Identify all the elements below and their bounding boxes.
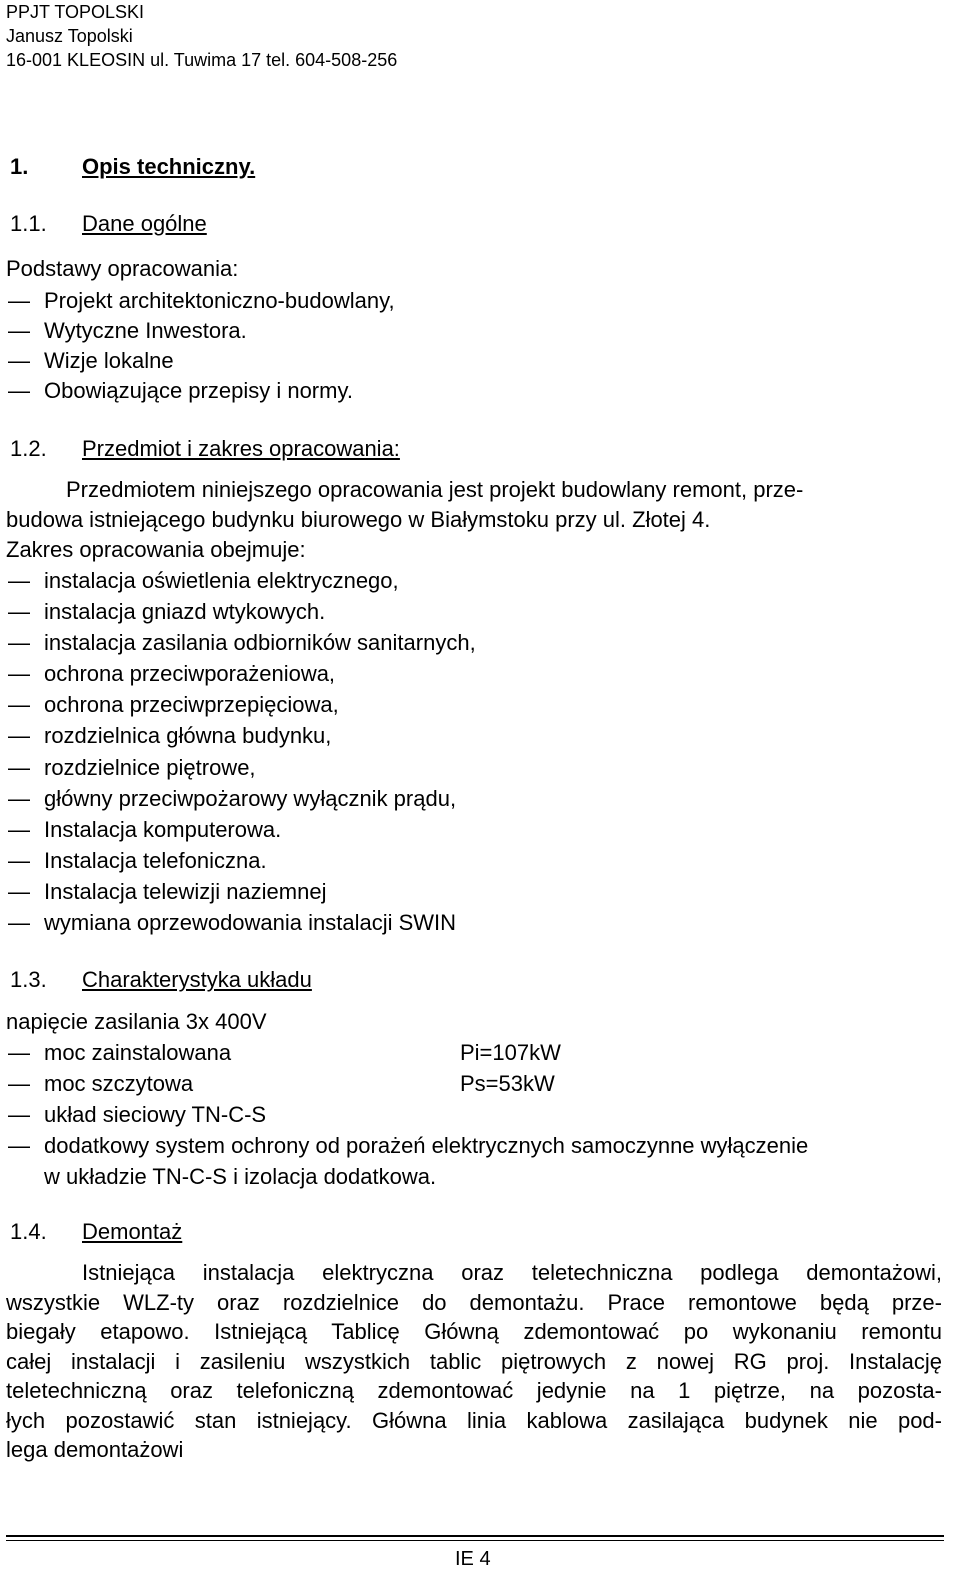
peak-power-label: moc szczytowa — [44, 1071, 194, 1096]
company-name: PPJT TOPOLSKI — [6, 2, 145, 22]
scope-item: rozdzielnica główna budynku, — [44, 723, 332, 748]
section-1-3-heading — [10, 967, 312, 993]
section-title: Dane ogólne — [82, 211, 207, 236]
dash-bullet: — — [8, 817, 30, 842]
company-address: 16-001 KLEOSIN ul. Tuwima 17 tel. 604-508-256 — [6, 50, 398, 70]
installed-power-value: Pi=107kW — [460, 1040, 561, 1065]
section-title: Charakterystyka układu — [82, 967, 312, 992]
protection-line: dodatkowy system ochrony od porażeń elektrycznych samoczynne wyłączenie — [44, 1133, 809, 1158]
protection-line: w układzie TN-C-S i izolacja dodatkowa. — [44, 1164, 437, 1189]
section-title: Przedmiot i zakres opracowania: — [82, 436, 400, 461]
peak-power-value: Ps=53kW — [460, 1071, 555, 1096]
paragraph-line: całej instalacji i zasileniu wszystkich tablic piętrowych z nowej RG proj. Instalację — [6, 1348, 942, 1374]
network-system: układ sieciowy TN-C-S — [44, 1102, 267, 1127]
section-number: 1.3. — [10, 967, 47, 992]
scope-item: wymiana oprzewodowania instalacji SWIN — [44, 910, 457, 935]
footer-rule — [6, 1535, 944, 1537]
dash-bullet: — — [8, 378, 30, 403]
basis-intro: Podstawy opracowania: — [6, 256, 239, 281]
dash-bullet: — — [8, 786, 30, 811]
dash-bullet: — — [8, 599, 30, 624]
section-number: 1.1. — [10, 211, 47, 236]
supply-voltage: napięcie zasilania 3x 400V — [6, 1009, 267, 1034]
section-number: 1.4. — [10, 1219, 47, 1244]
dash-bullet: — — [8, 318, 30, 343]
dash-bullet: — — [8, 723, 30, 748]
paragraph-line: teletechniczną oraz telefoniczną zdemontować jedynie na 1 piętrze, na pozosta- — [6, 1378, 942, 1403]
dash-bullet: — — [8, 1040, 30, 1065]
paragraph-line: lega demontażowi — [6, 1437, 184, 1462]
scope-item: instalacja gniazd wtykowych. — [44, 599, 326, 624]
subject-paragraph-line: Przedmiotem niniejszego opracowania jest projekt budowlany remont, prze- — [66, 477, 804, 502]
chapter-number: 1. — [10, 154, 29, 179]
company-owner: Janusz Topolski — [6, 26, 133, 46]
dash-bullet: — — [8, 910, 30, 935]
basis-item: Wizje lokalne — [44, 348, 174, 373]
demolition-paragraph — [6, 1258, 942, 1465]
section-1-2-heading — [10, 436, 400, 462]
basis-item: Wytyczne Inwestora. — [44, 318, 247, 343]
basis-item: Projekt architektoniczno-budowlany, — [44, 288, 395, 313]
dash-bullet: — — [8, 848, 30, 873]
scope-item: instalacja zasilania odbiorników sanitarnych, — [44, 630, 476, 655]
chapter-title: Opis techniczny. — [82, 154, 256, 179]
dash-bullet: — — [8, 568, 30, 593]
chapter-heading — [10, 154, 255, 180]
scope-item: Instalacja telewizji naziemnej — [44, 879, 327, 904]
section-title: Demontaż — [82, 1219, 183, 1244]
scope-intro: Zakres opracowania obejmuje: — [6, 537, 306, 562]
scope-item: instalacja oświetlenia elektrycznego, — [44, 568, 399, 593]
installed-power-label: moc zainstalowana — [44, 1040, 232, 1065]
dash-bullet: — — [8, 348, 30, 373]
paragraph-line: łych pozostawić stan istniejący. Główna linia kablowa zasilająca budynek nie pod- — [6, 1407, 942, 1433]
scope-item: Instalacja komputerowa. — [44, 817, 282, 842]
scope-item: rozdzielnice piętrowe, — [44, 755, 256, 780]
subject-paragraph-line: budowa istniejącego budynku biurowego w Białymstoku przy ul. Złotej 4. — [6, 507, 711, 532]
dash-bullet: — — [8, 1102, 30, 1127]
page-label: IE 4 — [455, 1548, 491, 1570]
section-number: 1.2. — [10, 436, 47, 461]
paragraph-line: wszystkie WLZ-ty oraz rozdzielnice do demontażu. Prace remontowe będą prze- — [6, 1289, 942, 1315]
section-1-4-heading — [10, 1219, 182, 1245]
paragraph-line: biegały etapowo. Istniejącą Tablicę Główną zdemontować po wykonaniu remontu — [6, 1319, 942, 1344]
dash-bullet: — — [8, 1071, 30, 1096]
footer-rule-thin — [6, 1540, 944, 1541]
dash-bullet: — — [8, 755, 30, 780]
section-1-1-heading — [10, 211, 207, 237]
dash-bullet: — — [8, 692, 30, 717]
scope-item: ochrona przeciwporażeniowa, — [44, 661, 336, 686]
paragraph-line: Istniejąca instalacja elektryczna oraz teletechniczna podlega demontażowi, — [82, 1260, 942, 1285]
scope-item: ochrona przeciwprzepięciowa, — [44, 692, 339, 717]
dash-bullet: — — [8, 879, 30, 904]
dash-bullet: — — [8, 1133, 30, 1158]
scope-item: Instalacja telefoniczna. — [44, 848, 267, 873]
company-header — [6, 0, 397, 72]
dash-bullet: — — [8, 288, 30, 313]
scope-item: główny przeciwpożarowy wyłącznik prądu, — [44, 786, 457, 811]
dash-bullet: — — [8, 630, 30, 655]
basis-item: Obowiązujące przepisy i normy. — [44, 378, 353, 403]
dash-bullet: — — [8, 661, 30, 686]
